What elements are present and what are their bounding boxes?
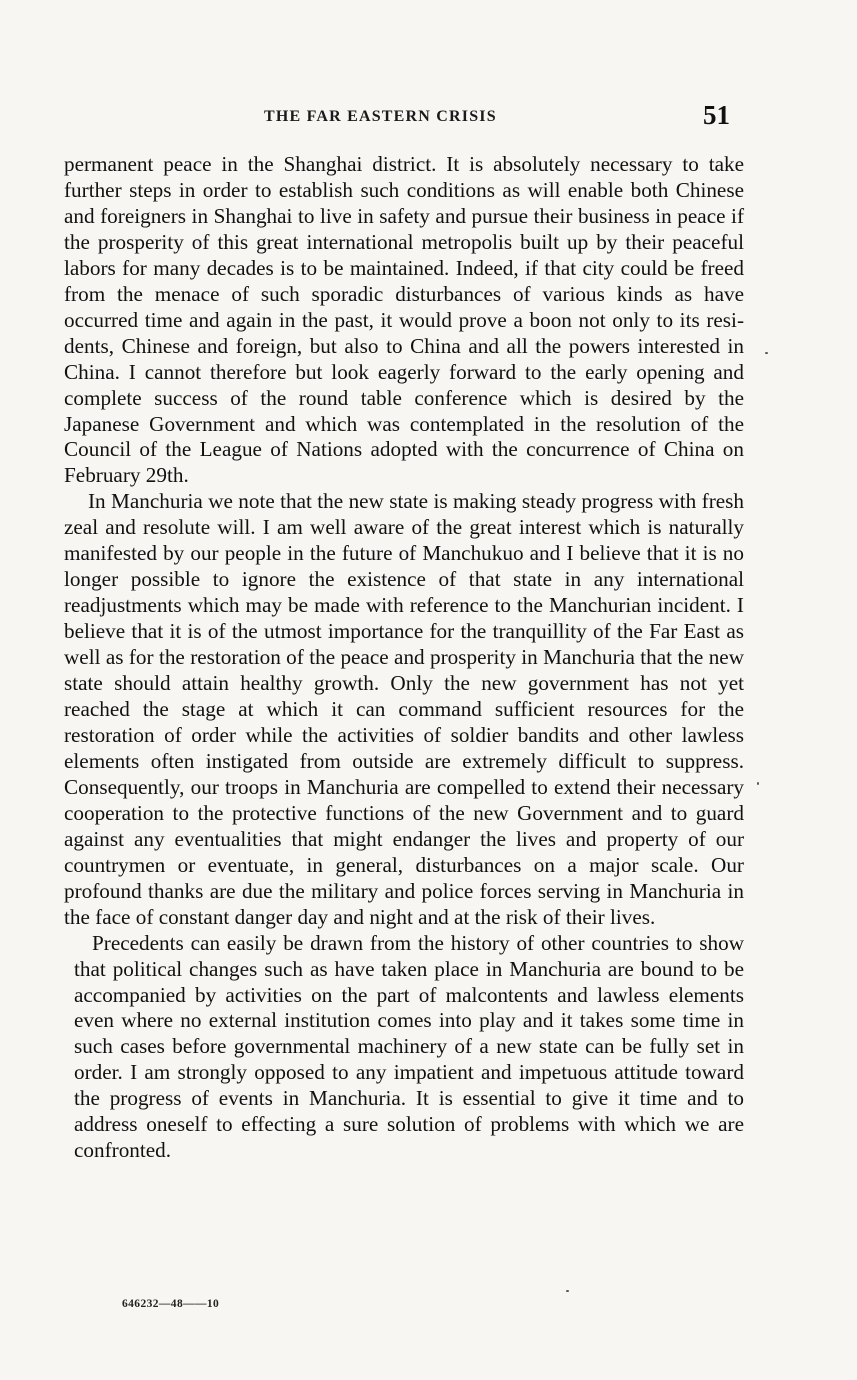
paragraph-2: In Manchuria we note that the new state is making steady progress with fresh zeal and resolute will. I am well aware of the great interest which is naturally manifested by our people in the future of Manchukuo and I believe that it is no longer possible to ignore the existence of that state in any international readjustments which may be made with reference to the Manchurian incident. I believe that it is of the utmost importance for the tranquillity of the Far East as well as for the restoration of the peace and prosperity in Manchuria that the new state should attain healthy growth. Only the new government has not yet reached the stage at which it can command sufficient resources for the restoration of order while the activities of soldier bandits and other lawless elements often instigated from outside are extremely difficult to suppress. Consequently, our troops in Manchuria are compelled to extend their necessary cooperation to the protective functions of the new Government and to guard against any eventualities that might endanger the lives and property of our countrymen or eventuate, in general, disturbances on a major scale. Our profound thanks are due the military and police forces serving in Manchuria in the face of constant danger day and night and at the risk of their lives. [64,489,744,929]
page-number: 51 [703,100,730,130]
scan-speck [757,782,759,785]
paragraph-1: permanent peace in the Shanghai district. It is absolutely necessary to take further steps in order to establish such conditions as will enable both Chinese and foreigners in Shanghai to live in safety and pursue their business in peace if the prosperity of this great international metropolis built up by their peaceful labors for many decades is to be maintained. Indeed, if that city could be freed from the menace of such sporadic disturbances of various kinds as have occurred time and again in the past, it would prove a boon not only to its residents, Chinese and foreign, but also to China and all the powers interested in China. I cannot therefore but look eagerly forward to the early opening and complete success of the round table conference which is desired by the Japanese Government and which was contemplated in the resolution of the Council of the League of Nations adopted with the concurrence of China on February 29th. [64,152,744,488]
printer-signature-mark: 646232—48——10 [122,1298,220,1310]
body-text [64,152,744,1164]
scan-speck [765,352,768,354]
scan-speck [566,1290,569,1292]
running-title: THE FAR EASTERN CRISIS [264,108,497,125]
paragraph-3: Precedents can easily be drawn from the history of other countries to show that political changes such as have taken place in Manchuria are bound to be accompanied by activities on the part of malcontents and lawless elements even where no external institution comes into play and it takes some time in such cases before governmental machinery of a new state can be fully set in order. I am strongly opposed to any impatient and impetuous attitude toward the progress of events in Manchuria. It is essential to give it time and to address oneself to effecting a sure solution of problems with which we are confronted. [74,930,744,1163]
